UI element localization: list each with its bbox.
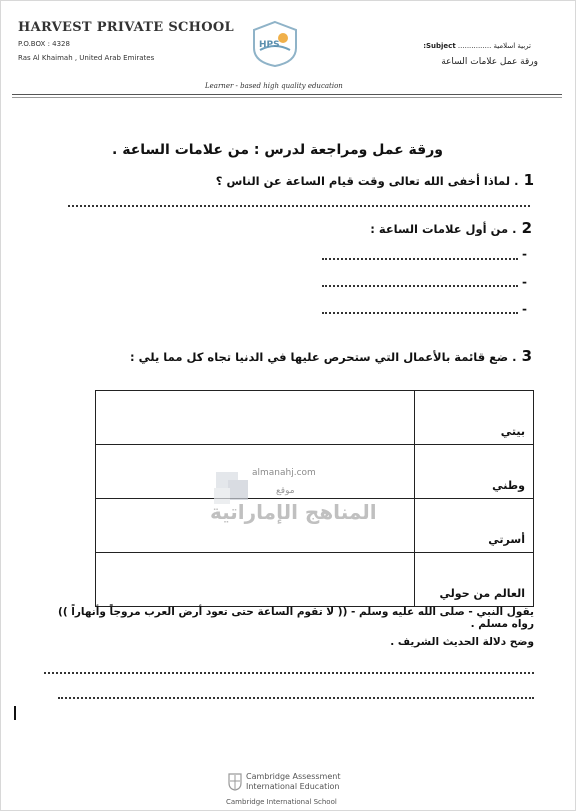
row-label: بيتي — [415, 391, 534, 445]
question-1-number: 1 — [523, 171, 534, 189]
school-name: HARVEST PRIVATE SCHOOL — [18, 20, 234, 35]
question-3-text: . ضع قائمة بالأعمال التي ستحرص عليها في الدنيا تجاه كل مما يلي : — [130, 350, 517, 364]
question-2 — [370, 218, 532, 237]
pobox: P.O.BOX : 4328 — [18, 40, 70, 48]
subject-label: Subject: — [423, 42, 456, 50]
bullet: - — [522, 247, 527, 261]
question-3 — [130, 346, 532, 365]
watermark-site-ar: موقع — [276, 486, 295, 496]
cambridge-line-2: International Education — [246, 782, 340, 791]
question-3-number: 3 — [521, 347, 532, 365]
cambridge-logo-text — [246, 772, 340, 792]
watermark-name: المناهج الإماراتية — [210, 500, 377, 524]
table-row — [96, 391, 534, 445]
logo-text: HPS — [259, 40, 280, 50]
answer-line-q1[interactable] — [68, 205, 530, 207]
cambridge-school-name: Cambridge International School — [226, 798, 337, 806]
row-label: العالم من حولي — [415, 553, 534, 607]
bullet: - — [522, 275, 527, 289]
school-address: Ras Al Khaimah , United Arab Emirates — [18, 54, 155, 62]
header-divider-secondary — [12, 97, 562, 98]
subject-line — [423, 42, 531, 50]
explain-prompt: وضح دلالة الحديث الشريف . — [390, 636, 534, 648]
answer-cell[interactable] — [96, 553, 415, 607]
worksheet-title: ورقة عمل ومراجعة لدرس : من علامات الساعة . — [112, 142, 443, 158]
header-divider — [12, 94, 562, 95]
table-row — [96, 553, 534, 607]
answer-line-q2-2[interactable] — [322, 285, 518, 287]
question-1-text: . لماذا أخفى الله تعالى وقت قيام الساعة عن الناس ؟ — [215, 174, 519, 188]
hadith-text: يقول النبي - صلى الله عليه وسلم - (( لا تقوم الساعة حتى تعود أرض العرب مروجاً وأنهاراً )) رواه مسلم . — [58, 606, 534, 630]
answer-line-hadith-2[interactable] — [58, 697, 534, 699]
cambridge-line-1: Cambridge Assessment — [246, 772, 341, 781]
watermark-site: almanahj.com — [252, 468, 316, 478]
school-motto: Learner - based high quality education — [205, 82, 343, 90]
subject-dots: ............... — [457, 42, 492, 50]
bullet: - — [522, 302, 527, 316]
answer-line-q2-1[interactable] — [322, 258, 518, 260]
question-2-text: . من أول علامات الساعة : — [370, 222, 517, 236]
cambridge-shield-icon — [228, 773, 242, 791]
text-cursor — [14, 706, 16, 720]
answer-cell[interactable] — [96, 391, 415, 445]
question-2-number: 2 — [521, 219, 532, 237]
subject-value: تربية اسلامية — [493, 42, 531, 50]
worksheet-name: ورقة عمل علامات الساعة — [441, 57, 538, 67]
row-label: أسرتي — [415, 499, 534, 553]
row-label: وطني — [415, 445, 534, 499]
answer-line-q2-3[interactable] — [322, 312, 518, 314]
question-1 — [216, 170, 534, 189]
answer-line-hadith-1[interactable] — [44, 672, 534, 674]
school-logo-icon — [250, 20, 300, 68]
